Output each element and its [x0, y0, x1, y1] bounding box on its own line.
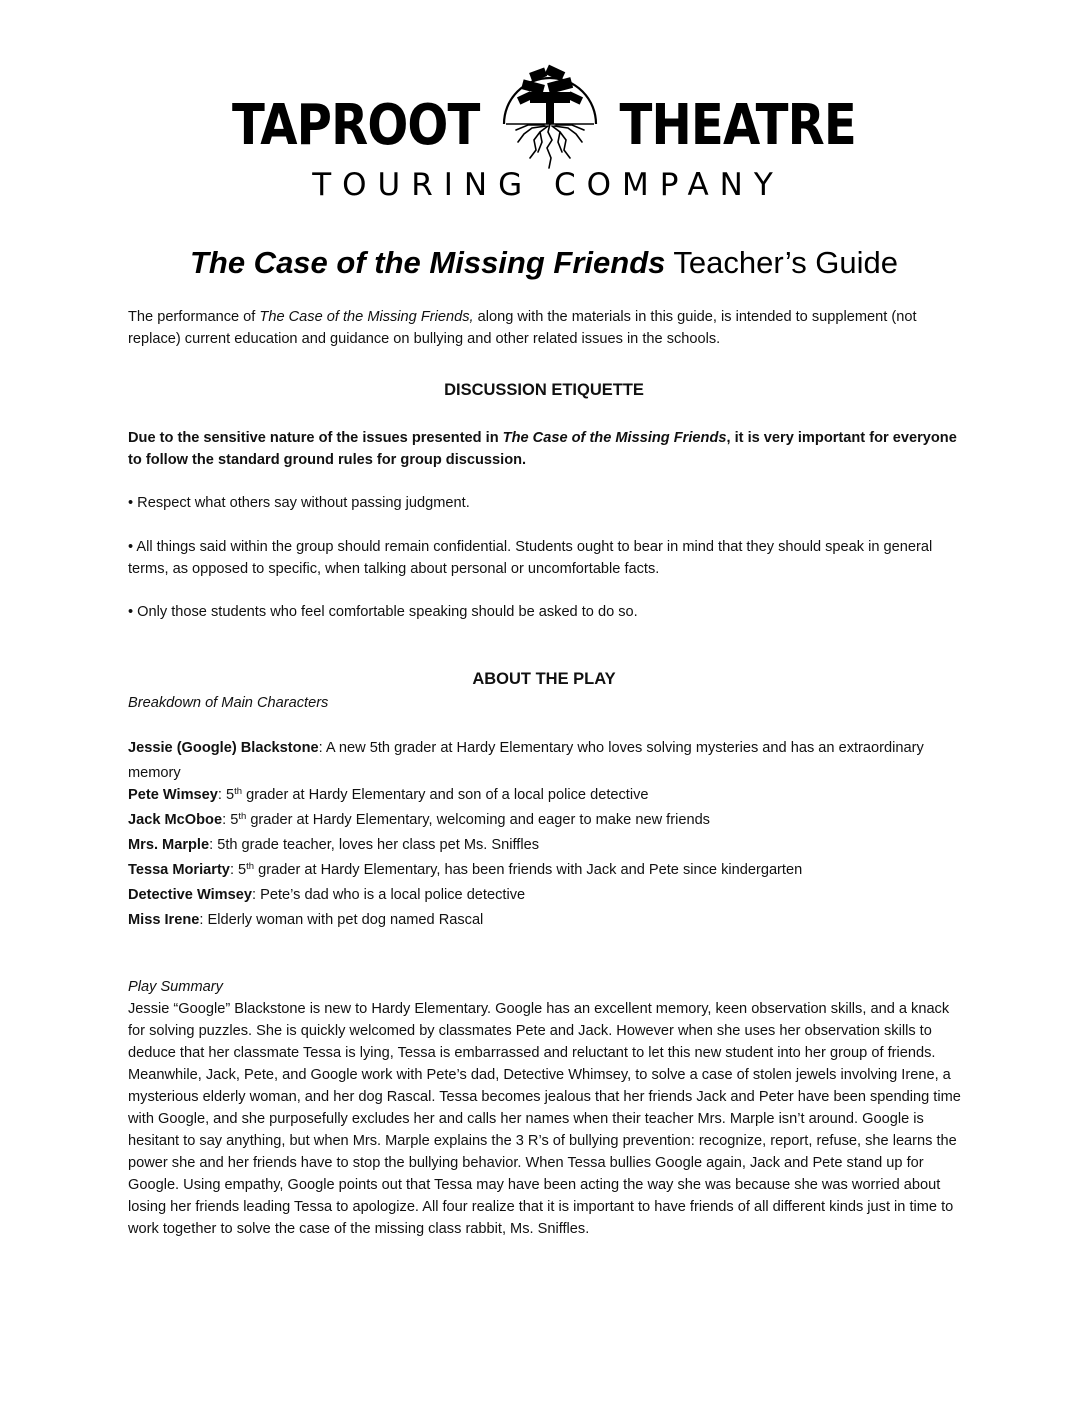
character-name: Tessa Moriarty — [128, 862, 230, 878]
character-name: Pete Wimsey — [128, 787, 218, 803]
rule-text: Respect what others say without passing judgment. — [133, 495, 470, 511]
character-name: Jack McOboe — [128, 812, 223, 828]
rule-text: Only those students who feel comfortable speaking should be asked to do so. — [133, 604, 638, 620]
character-item — [128, 883, 964, 908]
intro-play-title: The Case of the Missing Friends, — [259, 309, 474, 325]
character-item — [128, 783, 964, 808]
section-heading-etiquette: DISCUSSION ETIQUETTE — [444, 381, 644, 399]
character-description: Elderly woman with pet dog named Rascal — [207, 912, 484, 928]
character-name: Jessie (Google) Blackstone — [128, 740, 319, 756]
character-separator: : — [229, 862, 239, 878]
logo-word-left: TAPROOT — [232, 93, 480, 158]
character-description: grader at Hardy Elementary, has been friends with Jack and Pete since kindergarten — [254, 862, 803, 878]
character-grade: 5 — [230, 812, 239, 828]
title-rest: Teacher’s Guide — [665, 245, 899, 280]
character-item — [128, 833, 964, 858]
taproot-logo — [230, 62, 860, 212]
note-text-after: , it is very important for everyone to follow the standard ground rules for group discussion. — [128, 430, 957, 468]
ordinal-suffix: th — [238, 811, 247, 822]
character-separator: : — [217, 787, 227, 803]
character-description: grader at Hardy Elementary and son of a local police detective — [242, 787, 649, 803]
character-name: Miss Irene — [128, 912, 200, 928]
character-list — [128, 736, 964, 933]
intro-paragraph — [128, 306, 964, 350]
character-separator: : — [209, 837, 218, 853]
bullet-icon: • — [128, 495, 134, 511]
rule-text: All things said within the group should remain confidential. Students ought to bear in mind that they should speak in general terms, as opposed to specific, when talking about personal or uncomfortable facts. — [128, 539, 933, 577]
character-separator: : — [318, 740, 326, 756]
intro-text-before: The performance of — [128, 309, 260, 325]
character-name: Detective Wimsey — [128, 887, 252, 903]
character-description: 5th grade teacher, loves her class pet Ms. Sniffles — [217, 837, 539, 853]
intro-text-after: along with the materials in this guide, is intended to supplement (not replace) current education and guidance on bullying and other related issues in the schools. — [128, 309, 917, 347]
summary-label: Play Summary — [128, 979, 223, 995]
rule-item — [128, 536, 964, 580]
note-text-before: Due to the sensitive nature of the issues presented in — [128, 430, 503, 446]
ordinal-suffix: th — [234, 786, 243, 797]
character-grade: 5 — [226, 787, 235, 803]
play-summary: Jessie “Google” Blackstone is new to Hardy Elementary. Google has an excellent memory, keen observation skills, and a knack for solving puzzles. She is quickly welcomed by classmates Pete and Jack. However when she uses her observation skills to deduce that her classmate Tessa is lying, Tessa is embarrassed and reluctant to let this new student into her group of friends. Meanwhile, Jack, Pete, and Google work with Pete’s dad, Detective Whimsey, to solve a case of stolen jewels involving Irene, a mysterious elderly woman, and her dog Rascal. Tessa becomes jealous that her friends Jack and Peter have been spending time with Google, and she purposefully excludes her and calls her names when their teacher Mrs. Marple isn’t around. Google is hesitant to say anything, but when Mrs. Marple explains the 3 R’s of bullying prevention: recognize, report, refuse, she learns the power she and her friends have to stop the bullying behavior. When Tessa bullies Google again, Jack and Pete stand up for Google. Using empathy, Google points out that Tessa may have been acting the way she was because she was worried about losing her friends leading Tessa to apologize. All four realize that it is important to have friends of all different kinds just in time to work together to solve the case of the missing class rabbit, Ms. Sniffles. — [128, 1001, 961, 1237]
character-item — [128, 736, 964, 786]
character-item — [128, 858, 964, 883]
rule-item — [128, 601, 964, 623]
section-heading-about: ABOUT THE PLAY — [472, 670, 616, 688]
ordinal-suffix: th — [246, 861, 255, 872]
character-item — [128, 808, 964, 833]
character-grade: 5 — [238, 862, 247, 878]
character-separator: : — [251, 887, 261, 903]
note-play-title: The Case of the Missing Friends — [502, 430, 727, 446]
logo-subtitle: TOURING COMPANY — [312, 167, 784, 203]
breakdown-label: Breakdown of Main Characters — [128, 695, 329, 711]
character-description: grader at Hardy Elementary, welcoming and eager to make new friends — [246, 812, 710, 828]
etiquette-note — [128, 427, 964, 471]
character-description: Pete’s dad who is a local police detective — [260, 887, 526, 903]
page-title — [0, 244, 1088, 281]
character-item — [128, 908, 964, 933]
character-separator: : — [199, 912, 208, 928]
character-separator: : — [222, 812, 231, 828]
bullet-icon: • — [128, 604, 134, 620]
logo-word-right: THEATRE — [619, 93, 856, 158]
character-name: Mrs. Marple — [128, 837, 210, 853]
bullet-icon: • — [128, 539, 134, 555]
character-description: A new 5th grader at Hardy Elementary who loves solving mysteries and has an extraordinary memory — [128, 740, 924, 781]
tree-roots-icon — [500, 62, 600, 172]
title-italic: The Case of the Missing Friends — [189, 245, 666, 280]
rule-item — [128, 492, 964, 514]
